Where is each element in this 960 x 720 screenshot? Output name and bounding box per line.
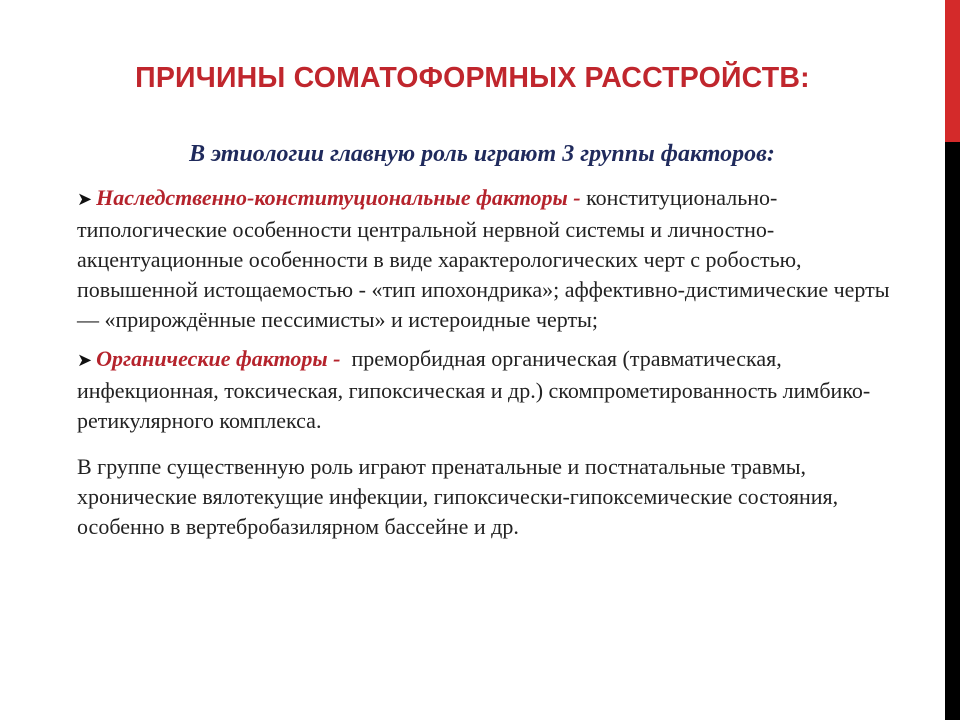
accent-bar-red xyxy=(945,0,960,142)
body-paragraph: В группе существенную роль играют пренатальные и постнатальные травмы, хронические вялотекущие инфекции, гипоксически-гипоксемические состояния, особенно в вертебробазилярном бассейне и др. xyxy=(77,454,839,539)
accent-bar-black xyxy=(945,142,960,720)
bullet-text: преморбидная органическая (травматическая, инфекционная, токсическая, гипоксическая и др.) скомпрометированность лимбико-ретикулярного комплекса. xyxy=(77,346,871,433)
bullet-text: конституционально-типологические особенности центральной нервной системы и личностно-акцентуационные особенности в виде характерологических черт с робостью, повышенной истощаемостью - «тип ипохондрика»; аффективно-дистимические черты — «прирождённые пессимисты» и истероидные черты; xyxy=(77,185,890,332)
slide-content xyxy=(77,138,897,551)
slide-title: ПРИЧИНЫ СОМАТОФОРМНЫХ РАССТРОЙСТВ: xyxy=(135,62,810,94)
arrow-bullet-icon: ➤ xyxy=(77,350,93,371)
bullet-item xyxy=(77,183,897,335)
bullet-heading: Органические факторы - xyxy=(96,346,341,371)
slide-subtitle: В этиологии главную роль играют 3 группы факторов: xyxy=(189,141,775,167)
bullet-item xyxy=(77,344,897,436)
bullet-heading: Наследственно-конституциональные факторы - xyxy=(96,185,581,210)
arrow-bullet-icon: ➤ xyxy=(77,189,93,210)
